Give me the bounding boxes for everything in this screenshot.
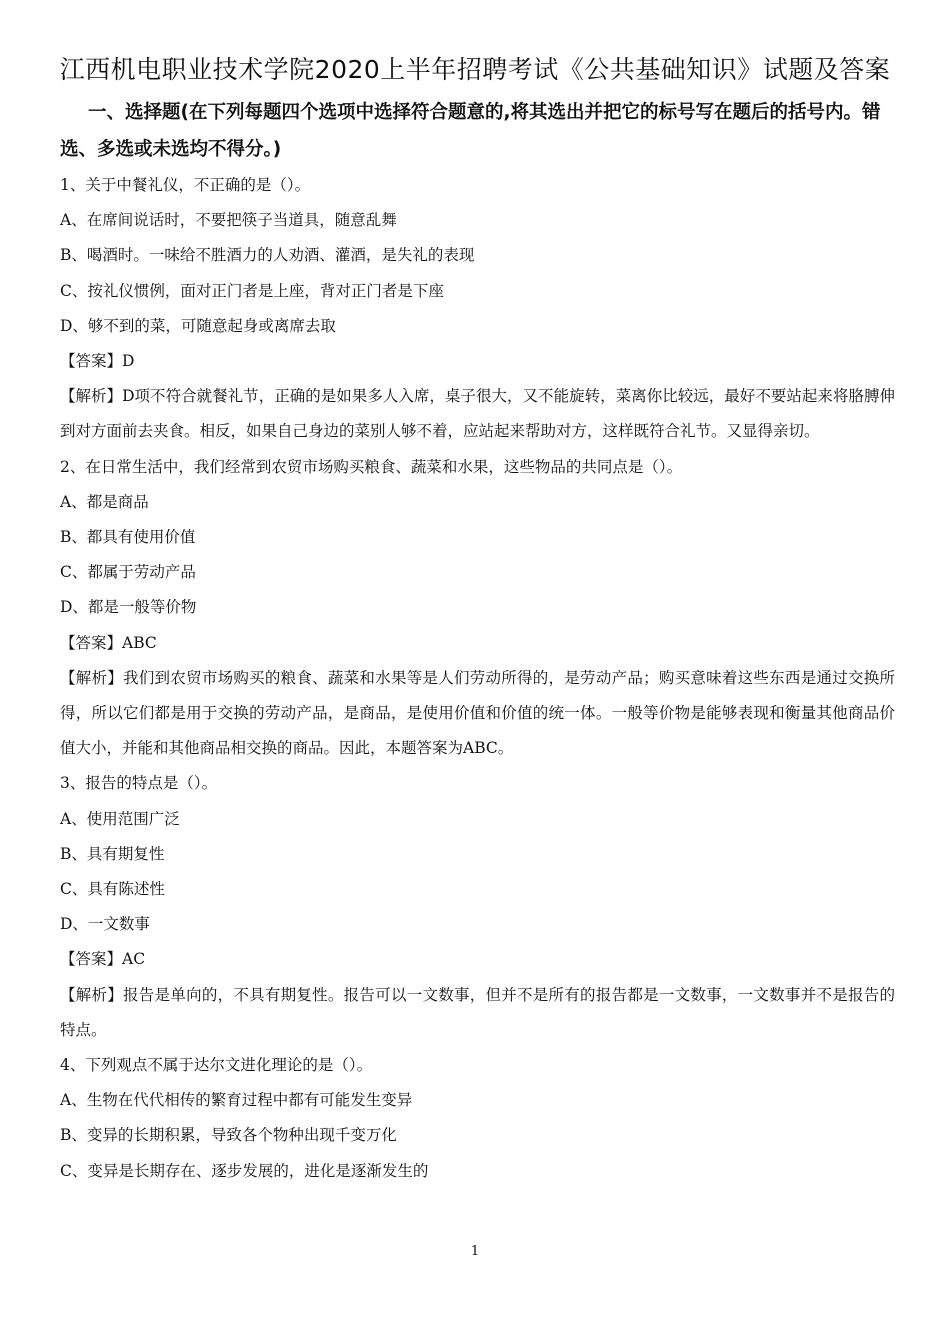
option-a: A、在席间说话时，不要把筷子当道具，随意乱舞 — [60, 211, 397, 230]
answer: 【答案】AC — [60, 950, 146, 969]
option-d: D、都是一般等价物 — [60, 598, 197, 617]
question-stem: 3、报告的特点是（）。 — [60, 774, 218, 793]
question-stem: 4、下列观点不属于达尔文进化理论的是（）。 — [60, 1056, 373, 1075]
question-list — [60, 168, 895, 1189]
question-stem: 2、在日常生活中，我们经常到农贸市场购买粮食、蔬菜和水果，这些物品的共同点是（）。 — [60, 457, 683, 476]
explanation: 【解析】报告是单向的，不具有期复性。报告可以一文数事，但并不是所有的报告都是一文数事，一文数事并不是报告的特点。 — [60, 985, 895, 1039]
option-c: C、按礼仪惯例，面对正门者是上座，背对正门者是下座 — [60, 281, 444, 300]
option-b: B、变异的长期积累，导致各个物种出现千变万化 — [60, 1126, 397, 1145]
page-title: 江西机电职业技术学院2020上半年招聘考试《公共基础知识》试题及答案 — [59, 55, 891, 84]
question-stem: 1、关于中餐礼仪，不正确的是（）。 — [60, 176, 311, 194]
option-a: A、生物在代代相传的繁育过程中都有可能发生变异 — [60, 1091, 413, 1110]
option-c: C、具有陈述性 — [60, 880, 165, 899]
option-c: C、变异是长期存在、逐步发展的，进化是逐渐发生的 — [60, 1161, 429, 1180]
option-b: B、都具有使用价值 — [60, 528, 196, 547]
option-d: D、一文数事 — [60, 915, 150, 934]
option-a: A、使用范围广泛 — [60, 809, 180, 828]
option-b: B、喝酒时。一味给不胜酒力的人劝酒、灌酒，是失礼的表现 — [60, 246, 475, 265]
page-number: 1 — [470, 1244, 480, 1259]
explanation: 【解析】D项不符合就餐礼节，正确的是如果多人入席，桌子很大，又不能旋转，菜离你比较远，最好不要站起来将胳膊伸到对方面前去夹食。相反，如果自己身边的菜别人够不着，应站起来帮助对方，这样既符合礼节。又显得亲切。 — [60, 387, 895, 441]
option-b: B、具有期复性 — [60, 844, 165, 863]
option-d: D、够不到的菜，可随意起身或离席去取 — [60, 316, 336, 335]
answer: 【答案】ABC — [60, 633, 157, 652]
explanation: 【解析】我们到农贸市场购买的粮食、蔬菜和水果等是人们劳动所得的，是劳动产品；购买意味着这些东西是通过交换所得，所以它们都是用于交换的劳动产品，是商品，是使用价值和价值的统一体。一般等价物是能够表现和衡量其他商品价值大小，并能和其他商品相交换的商品。因此，本题答案为ABC。 — [60, 668, 895, 758]
section-instructions: 一、选择题(在下列每题四个选项中选择符合题意的,将其选出并把它的标号写在题后的括号内。错选、多选或未选均不得分。) — [60, 102, 881, 160]
answer: 【答案】D — [60, 352, 135, 371]
option-c: C、都属于劳动产品 — [60, 563, 196, 582]
option-a: A、都是商品 — [60, 492, 149, 511]
